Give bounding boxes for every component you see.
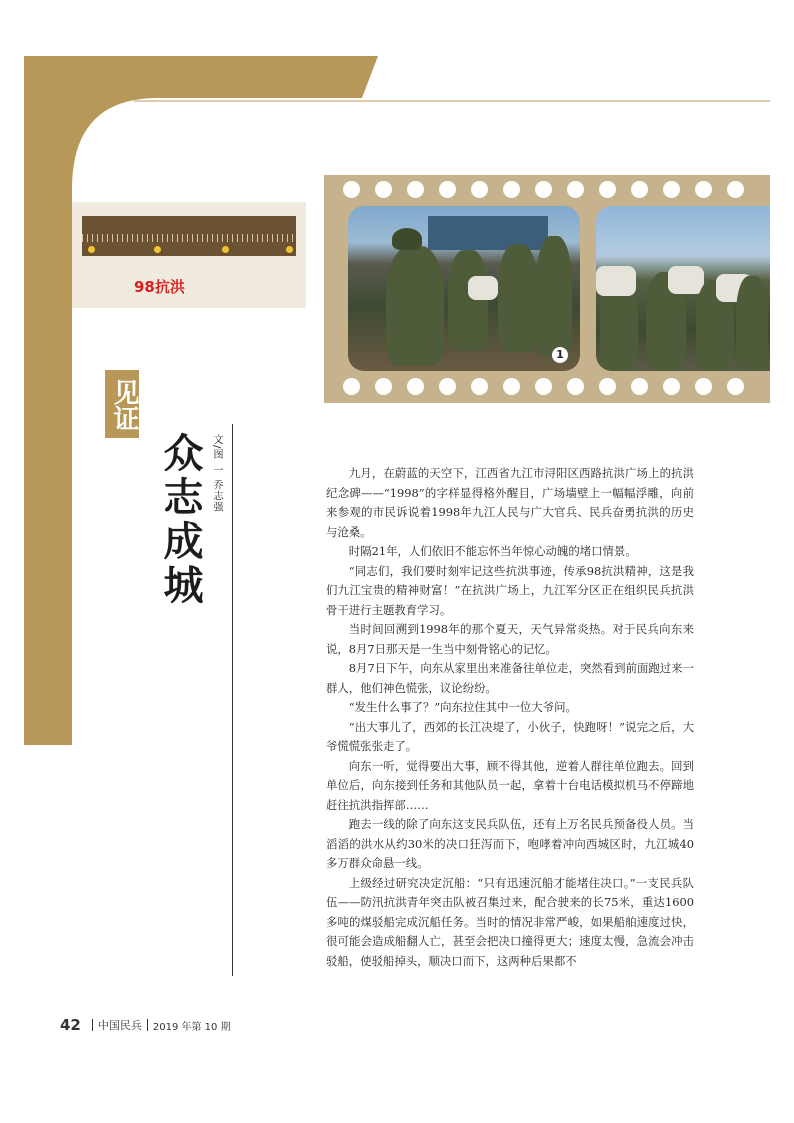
ruler-dot	[88, 246, 95, 253]
footer-separator	[92, 1019, 93, 1031]
page-number: 42	[60, 1016, 81, 1034]
article-paragraph: 当时间回溯到1998年的那个夏天，天气异常炎热。对于民兵向东来说，8月7日那天是一生当中刻骨铭心的记忆。	[326, 622, 694, 656]
film-strip	[324, 175, 770, 403]
sprocket-hole	[695, 378, 712, 395]
section-tag-panel	[72, 202, 306, 308]
sprocket-hole	[727, 378, 744, 395]
photo-number-badge: 1	[552, 347, 568, 363]
sprocket-hole	[599, 181, 616, 198]
photo-soldier	[736, 276, 768, 371]
ruler-dot	[286, 246, 293, 253]
sprocket-hole	[663, 181, 680, 198]
sprocket-hole	[535, 181, 552, 198]
article-paragraph: “发生什么事了？”向东拉住其中一位大爷问。	[348, 700, 577, 714]
sprocket-hole	[471, 181, 488, 198]
sprocket-hole	[695, 181, 712, 198]
sprocket-hole	[599, 378, 616, 395]
sprocket-hole	[407, 181, 424, 198]
photo-sandbag	[468, 276, 498, 300]
article-headline: 众志成城	[157, 432, 204, 608]
sprocket-hole	[439, 181, 456, 198]
sprocket-hole	[503, 181, 520, 198]
page-footer	[60, 1016, 231, 1034]
sprocket-hole	[343, 378, 360, 395]
ruler-graphic	[82, 216, 296, 256]
article-paragraph: “同志们，我们要时刻牢记这些抗洪事迹，传承98抗洪精神，这是我们九江宝贵的精神财富！”在抗洪广场上，九江军分区正在组织民兵抗洪骨干进行主题教育学习。	[326, 563, 694, 617]
sprocket-hole	[503, 378, 520, 395]
issue-info: 2019 年第 10 期	[152, 1021, 231, 1033]
article-paragraph: 向东一听，觉得要出大事，顾不得其他，逆着人群往单位跑去。回到单位后，向东接到任务和其他队员一起，拿着十台电话模拟机马不停蹄地赶往抗洪指挥部……	[326, 758, 694, 812]
article-byline: 文/图 一 乔志强	[211, 434, 222, 513]
sprocket-hole	[375, 181, 392, 198]
ruler-dot	[222, 246, 229, 253]
article-paragraph: 8月7日下午，向东从家里出来准备往单位走，突然看到前面跑过来一群人，他们神色慌张，议论纷纷。	[326, 661, 694, 695]
photo-soldier	[536, 236, 572, 356]
vertical-divider	[232, 424, 233, 976]
sprocket-hole	[471, 378, 488, 395]
article-paragraph: 九月，在蔚蓝的天空下，江西省九江市浔阳区西路抗洪广场上的抗洪纪念碑——“1998”的字样显得格外醒目，广场墙壁上一幅幅浮雕，向前来参观的市民诉说着1998年九江人民与广大官兵、民兵奋勇抗洪的历史与沧桑。	[326, 466, 694, 539]
sprocket-hole	[535, 378, 552, 395]
sprocket-hole	[567, 378, 584, 395]
photo-helmet	[392, 228, 422, 250]
photo-soldiers-pier	[348, 206, 580, 371]
sprocket-hole	[631, 181, 648, 198]
magazine-name: 中国民兵	[97, 1019, 142, 1032]
sprocket-hole	[727, 181, 744, 198]
footer-separator	[147, 1019, 148, 1031]
ruler-scale	[82, 234, 296, 242]
article-paragraph: 上级经过研究决定沉船：“只有迅速沉船才能堵住决口。”一支民兵队伍——防汛抗洪青年突击队被召集过来，配合驶来的长75米，重达1600多吨的煤驳船完成沉船任务。当时的情况非常严峻，如果船舶速度过快，很可能会造成船翻人亡，甚至会把决口撞得更大；速度太慢，急流会冲击驳船，使驳船掉头，顺决口而下，这两种后果都不	[326, 875, 694, 968]
ruler-dot	[154, 246, 161, 253]
section-tag-label: 98抗洪	[134, 278, 185, 296]
sprocket-hole	[631, 378, 648, 395]
sprocket-hole	[663, 378, 680, 395]
photo-sandbag	[668, 266, 704, 294]
photo-soldier	[448, 250, 488, 350]
sprocket-hole	[567, 181, 584, 198]
column-label: 见证	[105, 370, 139, 438]
sprocket-hole	[439, 378, 456, 395]
sprocket-hole	[343, 181, 360, 198]
sprocket-hole	[407, 378, 424, 395]
photo-soldier	[498, 244, 538, 352]
article-paragraph: 时隔21年，人们依旧不能忘怀当年惊心动魄的堵口情景。	[348, 544, 637, 558]
photo-boat	[428, 216, 548, 250]
article-body	[326, 464, 694, 971]
photo-soldiers-sacks	[596, 206, 770, 371]
photo-soldier	[386, 246, 444, 366]
sprocket-hole	[375, 378, 392, 395]
article-paragraph: “出大事儿了，西郊的长江决堤了，小伙子，快跑呀！”说完之后，大爷慌慌张张走了。	[326, 719, 694, 753]
photo-sandbag	[596, 266, 636, 296]
article-paragraph: 跑去一线的除了向东这支民兵队伍，还有上万名民兵预备役人员。当滔滔的洪水从约30米的决口狂泻而下，咆哮着冲向西城区时，九江城40多万群众命悬一线。	[326, 817, 694, 870]
